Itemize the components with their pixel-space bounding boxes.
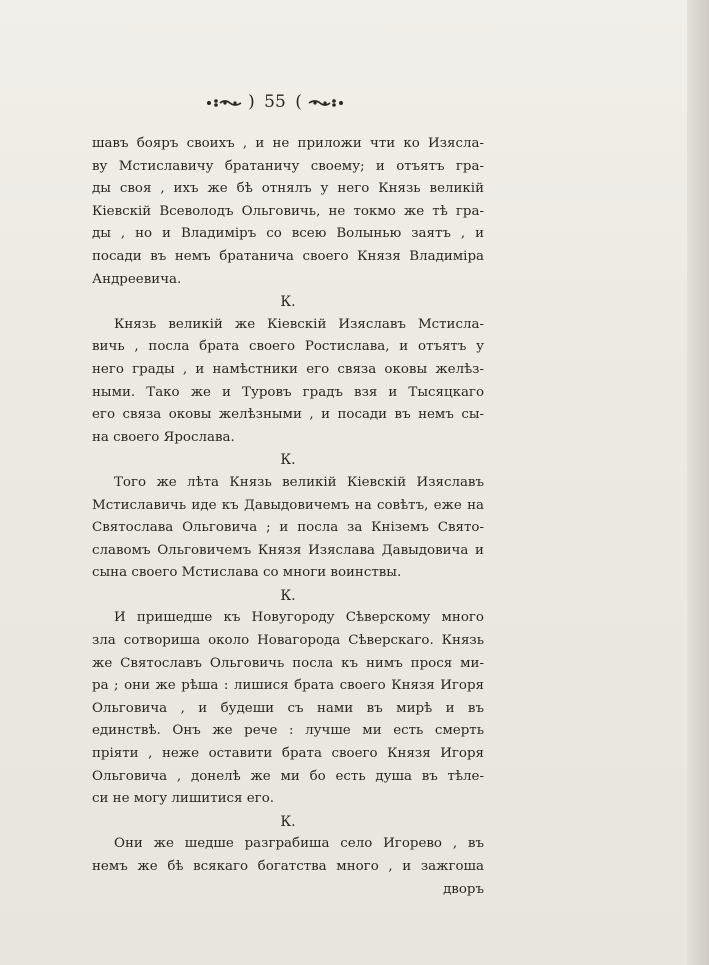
text-line: ву Мстиславичу братаничу своему; и отъятъ гра- — [92, 158, 484, 174]
page-number: 55 — [264, 92, 286, 112]
text-line: Они же шедше разграбиша село Игорево , въ — [114, 836, 484, 852]
text-line: сына своего Мстислава со многи воинствы. — [92, 565, 402, 581]
page-edge — [687, 0, 709, 965]
text-line: единствѣ. Онъ же рече : лучше ми есть смерть — [92, 723, 484, 739]
text-line: вичь , посла брата своего Ростислава, и отъятъ у — [92, 339, 484, 355]
text-line: ра ; они же рѣша : лишися брата своего Князя Игоря — [92, 678, 484, 694]
text-line: него грады , и намѣстники его связа оковы желѣз- — [92, 361, 484, 377]
text-line: посади въ немъ братанича своего Князя Владиміра — [92, 248, 484, 264]
text-line: ды своя , ихъ же бѣ отнялъ у него Князь великій — [92, 181, 484, 197]
catchword: дворъ — [443, 881, 484, 897]
text-line: шавъ бояръ своихъ , и не приложи чти ко Изясла- — [92, 136, 484, 151]
right-ornament-icon — [307, 98, 345, 108]
text-line: Андреевича. — [92, 271, 182, 287]
section-separator: К. — [280, 294, 296, 311]
text-line: немъ же бѣ всякаго богатства много , и зажгоша — [92, 859, 484, 874]
text-line: Князь великій же Кіевскій Изяславъ Мстисла- — [114, 316, 484, 332]
section-separator: К. — [280, 587, 296, 604]
section-separator: К. — [280, 452, 296, 469]
text-line: зла сотвориша около Новагорода Сѣверскаго. Князь — [92, 633, 484, 649]
page-header — [200, 92, 350, 114]
text-line: Ольговича , и будеши съ нами въ мирѣ и въ — [92, 700, 484, 716]
text-line: его связа оковы желѣзными , и посади въ немъ сы- — [92, 407, 484, 423]
text-line: И пришедше къ Новугороду Сѣверскому много — [114, 610, 484, 626]
text-line: си не могу лишитися его. — [92, 791, 275, 807]
text-line: же Святославъ Ольговичь посла къ нимъ прося ми- — [92, 655, 484, 671]
text-line: ными. Тако же и Туровъ градъ взя и Тысяцкаго — [92, 384, 484, 400]
text-line: пріяти , неже оставити брата своего Князя Игоря — [92, 746, 484, 762]
text-line: Мстиславичь иде къ Давыдовичемъ на совѣтъ, еже на — [92, 497, 484, 513]
text-line: Святослава Ольговича ; и посла за Кніземъ Свято- — [92, 520, 484, 536]
page-text — [92, 133, 484, 901]
left-bracket: ) — [248, 92, 255, 112]
text-line: Ольговича , донелѣ же ми бо есть душа въ тѣле- — [92, 768, 484, 784]
text-line: на своего Ярослава. — [92, 429, 235, 445]
text-line: славомъ Ольговичемъ Князя Изяслава Давыдовича и — [92, 542, 484, 558]
text-line: Кіевскій Всеволодъ Ольговичь, не токмо же тѣ гра- — [92, 203, 484, 219]
right-bracket: ( — [295, 92, 302, 112]
text-line: Того же лѣта Князь великій Кіевскій Изяславъ — [114, 474, 484, 490]
section-separator: К. — [280, 813, 296, 830]
text-line: ды , но и Владиміръ со всею Волынью заятъ , и — [92, 226, 484, 242]
left-ornament-icon — [205, 98, 243, 108]
